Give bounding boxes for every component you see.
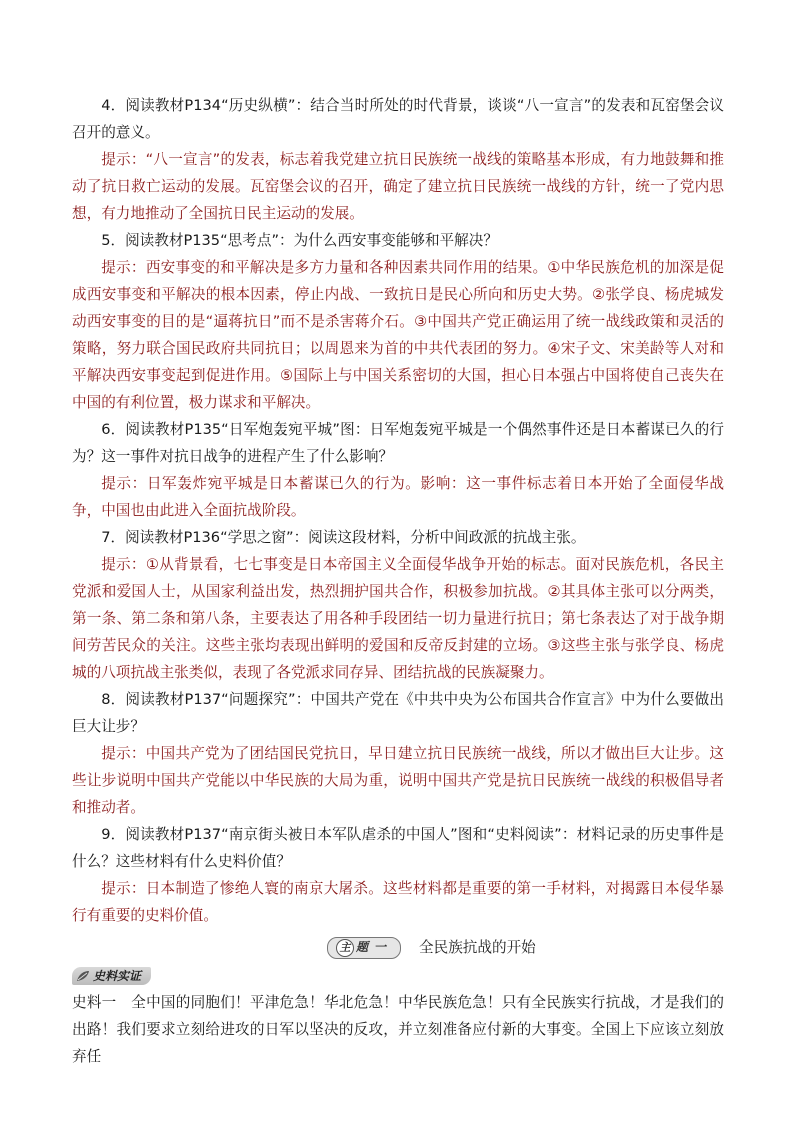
hint-label: 提示： — [101, 475, 147, 492]
question-4: 4．阅读教材P134“历史纵横”：结合当时所处的时代背景，谈谈“八一宣言”的发表和瓦窑堡会议召开的意义。 — [72, 97, 724, 141]
qa-item-4 — [72, 92, 724, 227]
topic-title: 全民族抗战的开始 — [419, 939, 536, 956]
source-label: 史料一 — [72, 994, 117, 1011]
question-6: 6．阅读教材P135“日军炮轰宛平城”图：日军炮轰宛平城是一个偶然事件还是日本蓄谋已久的行为？这一事件对抗日战争的进程产生了什么影响？ — [72, 421, 724, 465]
answer-text: 日本制造了惨绝人寰的南京大屠杀。这些材料都是重要的第一手材料，对揭露日本侵华暴行有重要的史料价值。 — [72, 880, 724, 924]
answer-text: ①从背景看，七七事变是日本帝国主义全面侵华战争开始的标志。面对民族危机，各民主党派和爱国人士，从国家利益出发，热烈拥护国共合作，积极参加抗战。②其具体主张可以分两类，第一条、第二条和第八条，主要表达了用各种手段团结一切力量进行抗日；第七条表达了对于战争期间劳苦民众的关注。这些主张均表现出鲜明的爱国和反帝反封建的立场。③这些主张与张学良、杨虎城的八项抗战主张类似，表现了各党派求同存异、团结抗战的民族凝聚力。 — [72, 556, 724, 681]
answer-7 — [72, 551, 724, 686]
question-9: 9．阅读教材P137“南京街头被日本军队虐杀的中国人”图和“史料阅读”：材料记录的历史事件是什么？这些材料有什么史料价值？ — [72, 826, 724, 870]
section-tag — [72, 965, 724, 987]
qa-item-7 — [72, 524, 724, 686]
topic-chip-text: 题一 — [356, 940, 393, 954]
qa-item-8 — [72, 686, 724, 821]
hint-label: 提示： — [101, 880, 146, 897]
section-tag-label: 史料实证 — [93, 968, 142, 983]
answer-5 — [72, 254, 724, 416]
answer-text: 日军轰炸宛平城是日本蓄谋已久的行为。影响：这一事件标志着日本开始了全面侵华战争，中国也由此进入全面抗战阶段。 — [72, 475, 724, 519]
qa-item-6 — [72, 416, 724, 524]
answer-6 — [72, 470, 724, 524]
hint-label: 提示： — [101, 151, 146, 168]
hint-label: 提示： — [101, 556, 146, 573]
question-5: 5．阅读教材P135“思考点”：为什么西安事变能够和平解决？ — [101, 232, 498, 249]
historical-evidence-tag — [72, 967, 151, 985]
answer-4 — [72, 146, 724, 227]
answer-text: 西安事变的和平解决是多方力量和各种因素共同作用的结果。①中华民族危机的加深是促成西安事变和平解决的根本因素，停止内战、一致抗日是民心所向和历史大势。②张学良、杨虎城发动西安事变的目的是“逼蒋抗日”而不是杀害蒋介石。③中国共产党正确运用了统一战线政策和灵活的策略，努力联合国民政府共同抗日；以周恩来为首的中共代表团的努力。④宋子文、宋美龄等人对和平解决西安事变起到促进作用。⑤国际上与中国关系密切的大国，担心日本强占中国将使自己丧失在中国的有利位置，极力谋求和平解决。 — [72, 259, 724, 411]
question-8: 8．阅读教材P137“问题探究”：中国共产党在《中共中央为公布国共合作宣言》中为什么要做出巨大让步？ — [72, 691, 724, 735]
topic-chip — [327, 937, 401, 959]
source-text: 全中国的同胞们！平津危急！华北危急！中华民族危急！只有全民族实行抗战，才是我们的出路！我们要求立刻给进攻的日军以坚决的反攻，并立刻准备应付新的大事变。全国上下应该立刻放弃任 — [72, 994, 724, 1065]
hint-label: 提示： — [101, 745, 146, 762]
answer-text: 中国共产党为了团结国民党抗日，早日建立抗日民族统一战线，所以才做出巨大让步。这些让步说明中国共产党能以中华民族的大局为重，说明中国共产党是抗日民族统一战线的积极倡导者和推动者。 — [72, 745, 724, 816]
answer-text: “八一宣言”的发表，标志着我党建立抗日民族统一战线的策略基本形成，有力地鼓舞和推动了抗日救亡运动的发展。瓦窑堡会议的召开，确定了建立抗日民族统一战线的方针，统一了党内思想，有力地推动了全国抗日民主运动的发展。 — [72, 151, 724, 222]
topic-badge — [327, 934, 536, 961]
qa-item-5 — [72, 227, 724, 416]
question-7: 7．阅读教材P136“学思之窗”：阅读这段材料，分析中间政派的抗战主张。 — [101, 529, 586, 546]
document-body — [72, 92, 724, 1070]
leaf-icon — [76, 970, 90, 982]
topic-chip-ring: 主 — [336, 939, 354, 957]
hint-label: 提示： — [101, 259, 146, 276]
source-material-1 — [72, 989, 724, 1070]
answer-8 — [72, 740, 724, 821]
answer-9 — [72, 875, 724, 929]
topic-header — [72, 931, 724, 961]
qa-item-9 — [72, 821, 724, 929]
